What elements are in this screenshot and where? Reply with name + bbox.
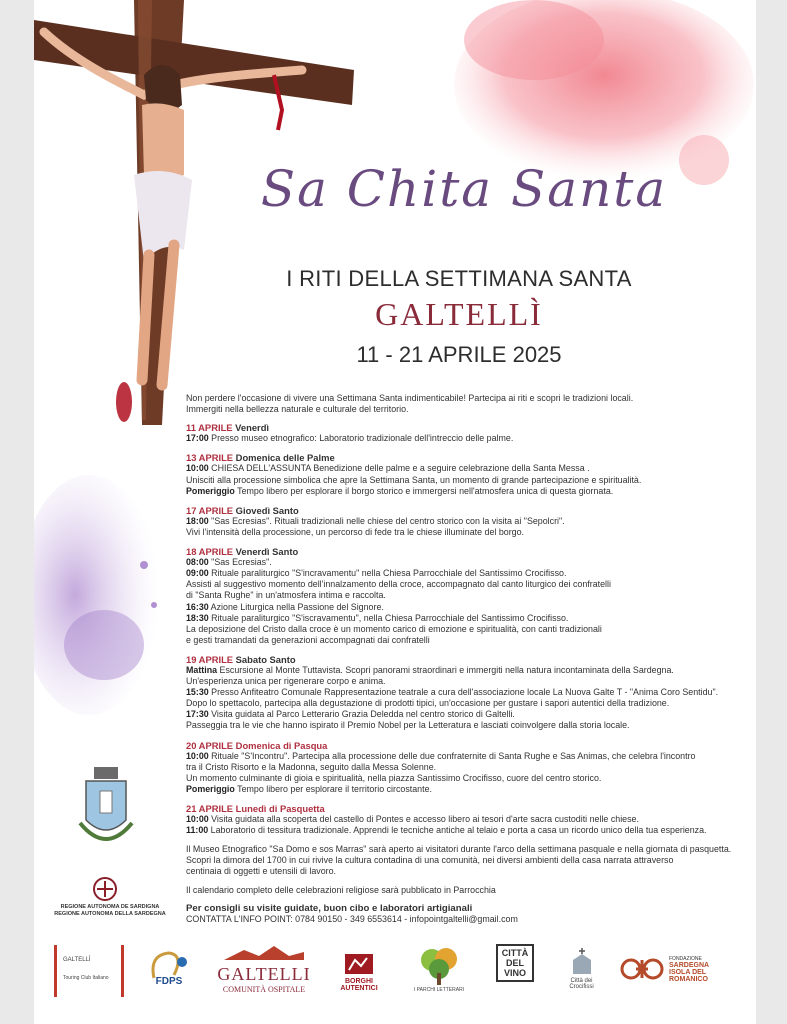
program-day (186, 654, 746, 732)
day-weekday: Sabato Santo (235, 653, 296, 665)
event-time: 17:30 (186, 709, 209, 720)
day-heading (186, 740, 746, 751)
program-days (186, 422, 746, 836)
program-day (186, 452, 746, 496)
event-description: tra il Cristo Risorto e la Madonna, seguito dalla Messa Solenne. (186, 761, 437, 772)
galtelli-touring-logo (54, 945, 124, 997)
event-description: Azione Liturgica nella Passione del Signore. (208, 601, 384, 612)
program-line (186, 527, 746, 538)
galtelli-crest-icon (76, 765, 136, 855)
day-date: 13 APRILE (186, 452, 234, 464)
castle-icon (219, 942, 309, 962)
day-date: 21 APRILE (186, 803, 234, 814)
event-time: 17:00 (186, 433, 209, 444)
poster (34, 0, 756, 1024)
town-name: GALTELLÌ (375, 296, 543, 332)
contact-text: CONTATTA L'INFO POINT: 0784 90150 - 349 6553614 - infopointgaltelli@gmail.com (186, 913, 518, 924)
region-label (50, 904, 170, 918)
intro-paragraph (186, 393, 746, 415)
sponsor-logos (34, 940, 756, 1010)
day-date: 11 APRILE (186, 422, 233, 434)
event-description: Presso museo etnografico: Laboratorio tradizionale dell'intreccio delle palme. (208, 433, 514, 444)
poster-title: Sa Chita Santa (260, 160, 668, 218)
event-description: Rituale "S'Incontru". Partecipa alla processione delle due confraternite di Santa Rughe e Sas Animas, che celebra l'incontro (208, 750, 696, 761)
advice-text: Per consigli su visite guidate, buon cibo e laboratori artigianali (186, 902, 473, 914)
event-time: Mattina (186, 664, 218, 675)
program-line (186, 698, 746, 709)
program-line (186, 486, 746, 497)
program-line (186, 720, 746, 731)
contact-block (186, 903, 746, 925)
event-description: Tempo libero per esplorare il territorio circostante. (234, 783, 432, 794)
event-time: 18:00 (186, 515, 209, 526)
program-day (186, 505, 746, 538)
program-line (186, 687, 746, 698)
event-time: 10:00 (186, 463, 209, 474)
event-description: Assisti al suggestivo momento dell'innalzamento della croce, accompagnato dal canto liturgico dei confratelli (186, 579, 611, 590)
event-description: Visita guidata al Parco Letterario Grazia Deledda nel centro storico di Galtelli. (208, 709, 515, 720)
event-description: CHIESA DELL'ASSUNTA Benedizione delle palme e a seguire celebrazione della Santa Messa . (208, 463, 590, 474)
logo-text: GALTELLI (217, 964, 311, 984)
day-date: 18 APRILE (186, 546, 234, 558)
calendar-note: Il calendario completo delle celebrazioni religiose sarà pubblicato in Parrocchia (186, 884, 496, 895)
day-weekday: Domenica delle Palme (235, 452, 335, 464)
program-line (186, 773, 746, 784)
program-day (186, 422, 746, 444)
event-description: Dopo lo spettacolo, partecipa alla degustazione di prodotti tipici, un'occasione per gustare i sapori autentici della tradizione. (186, 698, 670, 709)
day-heading (186, 654, 746, 665)
day-weekday: Venerdì (235, 422, 270, 434)
event-time: Pomeriggio (186, 485, 235, 496)
event-description: Un'esperienza unica per rigenerare corpo e anima. (186, 676, 386, 687)
program-line (186, 590, 746, 601)
event-time: 16:30 (186, 601, 209, 612)
day-weekday: Domenica di Pasqua (235, 739, 328, 751)
logo-text: Città dei (570, 978, 593, 984)
logo-text: GALTELLÌ (63, 957, 91, 963)
romanico-mark-icon (619, 956, 665, 982)
borghi-mark-icon (341, 948, 377, 976)
fondazione-romanico-logo (619, 956, 744, 983)
region-label-line: REGIONE AUTONOMA DELLA SARDEGNA (54, 911, 166, 917)
program-line (186, 516, 746, 527)
logo-text: I PARCHI LETTERARI (413, 987, 465, 993)
day-date: 19 APRILE (186, 653, 234, 665)
event-time: Pomeriggio (186, 783, 235, 794)
day-weekday: Lunedì di Pasquetta (235, 803, 325, 814)
logo-text: Crocifissi (569, 984, 594, 990)
day-heading (186, 505, 746, 516)
parchi-letterari-logo (404, 945, 474, 993)
program-day (186, 740, 746, 795)
logo-text: Touring Club Italiano (63, 975, 109, 981)
church-icon (567, 946, 597, 976)
logo-text: ISOLA DEL (669, 969, 707, 976)
program-line (186, 709, 746, 720)
program-body (186, 393, 746, 925)
logo-text: AUTENTICI (340, 985, 378, 992)
day-heading (186, 422, 746, 433)
day-heading (186, 546, 746, 557)
program-line (186, 613, 746, 624)
intro-line: Non perdere l'occasione di vivere una Settimana Santa indimenticabile! Partecipa ai riti e scopri le tradizioni locali. (186, 393, 634, 403)
event-time: 10:00 (186, 814, 209, 825)
event-description: Unisciti alla processione simbolica che apre la Settimana Santa, un momento di grande partecipazione e spiritualità. (186, 474, 642, 485)
program-line (186, 463, 746, 474)
regione-sardegna-logo-icon (92, 876, 118, 902)
logo-text: ROMANICO (669, 976, 708, 983)
logo-text: FDPS (155, 976, 183, 987)
day-weekday: Venerdì Santo (235, 546, 299, 558)
program-line (186, 635, 746, 646)
poster-subtitle: I RITI DELLA SETTIMANA SANTA (286, 266, 632, 291)
program-line (186, 665, 746, 676)
program-line (186, 762, 746, 773)
event-description: di "Santa Rughe" in un'atmosfera intima e raccolta. (186, 590, 386, 601)
intro-line: Immergiti nella bellezza naturale e culturale del territorio. (186, 404, 409, 415)
program-day (186, 546, 746, 646)
program-line (186, 433, 746, 444)
program-line (186, 624, 746, 635)
event-time: 18:30 (186, 612, 209, 623)
galtelli-comunita-ospitale-logo (214, 942, 314, 994)
event-description: Passeggia tra le vie che hanno ispirato il Premio Nobel per la Letteratura e lasciati coinvolgere dalla storia locale. (186, 720, 630, 731)
event-description: Laboratorio di tessitura tradizionale. Apprendi le tecniche antiche al telaio e porta a casa un ricordo unico della tua esperienza. (208, 825, 707, 836)
program-line (186, 579, 746, 590)
event-description: "Sas Ecresias". Rituali tradizionali nelle chiese del centro storico con la visita ai "Sepolcri". (208, 515, 565, 526)
program-line (186, 676, 746, 687)
program-line (186, 784, 746, 795)
event-time: 09:00 (186, 568, 209, 579)
program-line (186, 814, 746, 825)
logo-text: FONDAZIONE (669, 956, 702, 962)
day-date: 17 APRILE (186, 504, 234, 516)
program-line (186, 751, 746, 762)
event-description: La deposizione del Cristo dalla croce è un momento carico di emozione e spiritualità, con canti tradizionali (186, 623, 602, 634)
day-date: 20 APRILE (186, 739, 234, 751)
event-description: Escursione al Monte Tuttavista. Scopri panorami straordinari e immergiti nella natura incontaminata della Sardegna. (217, 664, 674, 675)
museum-line: centinaia di oggetti e utensili di lavoro. (186, 866, 336, 877)
event-description: Visita guidata alla scoperta del castello di Pontes e accesso libero ai tesori d'arte sacra custoditi nelle chiese. (208, 814, 639, 825)
event-description: e gesti tramandati da generazioni accompagnati dai confratelli (186, 634, 430, 645)
region-label-line: REGIONE AUTONOMA DE SARDIGNA (60, 904, 160, 910)
event-time: 08:00 (186, 557, 209, 568)
program-line (186, 568, 746, 579)
logo-text: DEL (506, 958, 524, 968)
logo-text: CITTÀ (501, 948, 529, 958)
program-line (186, 557, 746, 568)
day-heading (186, 452, 746, 463)
event-description: Rituale paraliturgico "S'incravamentu" nella Chiesa Parrocchiale del Santissimo Crocifisso. (208, 568, 567, 579)
event-time: 10:00 (186, 750, 209, 761)
program-line (186, 602, 746, 613)
citta-del-vino-logo (490, 944, 540, 982)
event-description: "Sas Ecresias". (208, 557, 272, 568)
museum-line: Scopri la dimora del 1700 in cui rivive la cultura contadina di una comunità, nei diversi ambienti della casa narrata attraverso (186, 855, 674, 866)
program-line (186, 475, 746, 486)
museum-paragraph (186, 844, 746, 877)
logo-text: BORGHI (345, 978, 373, 985)
tree-icon (414, 945, 464, 985)
event-time: 15:30 (186, 687, 209, 698)
event-description: Un momento culminante di gioia e spiritualità, nella piazza Santissimo Crocifisso, cuore del centro storico. (186, 772, 602, 783)
logo-text: SARDEGNA (669, 962, 710, 969)
event-description: Vivi l'intensità della processione, un percorso di fede tra le chiese illuminate del borgo. (186, 526, 524, 537)
event-description: Rituale paraliturgico "S'iscravamentu", nella Chiesa Parrocchiale del Santissimo Crocifisso. (208, 612, 569, 623)
program-line (186, 825, 746, 836)
event-description: Tempo libero per esplorare il borgo storico e immergersi nell'atmosfera unica di questa giornata. (234, 485, 614, 496)
day-heading (186, 803, 746, 814)
event-dates: 11 - 21 APRILE 2025 (356, 342, 562, 367)
logo-text: VINO (503, 968, 526, 978)
borghi-autentici-logo (329, 948, 389, 992)
fdps-logo (139, 950, 199, 987)
day-weekday: Giovedì Santo (235, 504, 299, 516)
citta-dei-crocifissi-logo (554, 946, 609, 990)
event-time: 11:00 (186, 825, 209, 836)
museum-line: Il Museo Etnografico "Sa Domo e sos Marras" sarà aperto ai visitatori durante l'arco della settimana pasquale e nella giornata di pasquetta. (186, 844, 732, 855)
watercolor-splash-purple (34, 455, 184, 715)
logo-text: COMUNITÀ OSPITALE (222, 985, 306, 994)
program-day (186, 803, 746, 836)
event-description: Presso Anfiteatro Comunale Rappresentazione teatrale a cura dell'associazione locale La Nuova Galte T - "Anima Coro Sentidu". (208, 687, 719, 698)
